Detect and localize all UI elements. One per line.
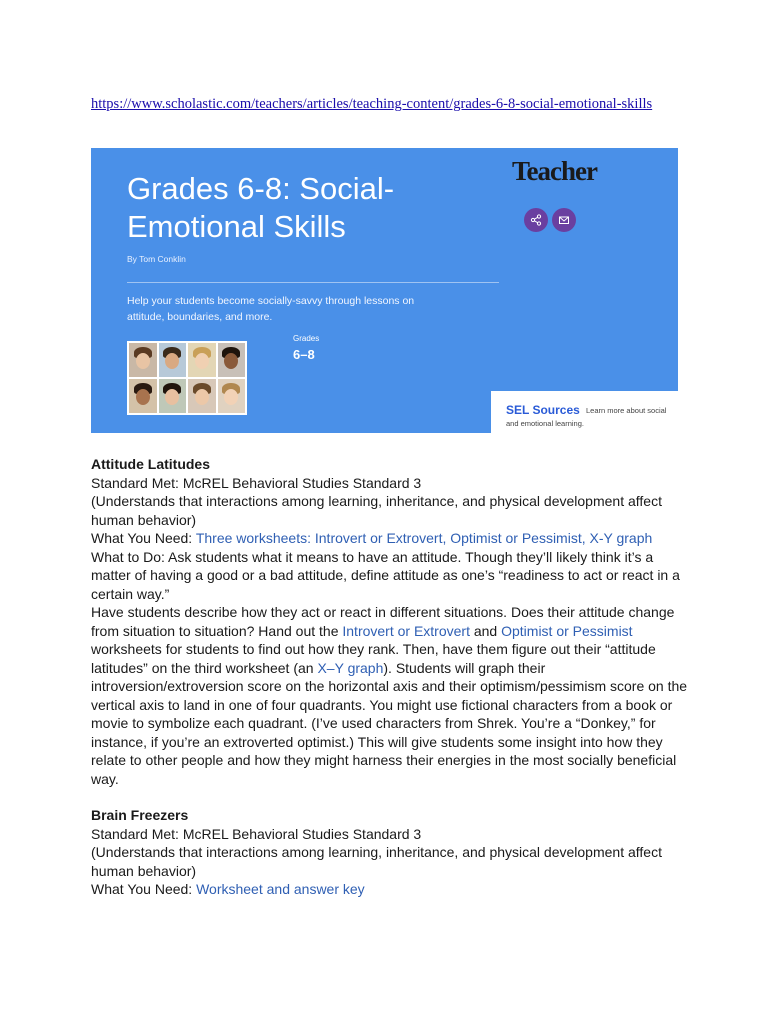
worksheet-answer-key-link[interactable]: Worksheet and answer key bbox=[196, 881, 365, 897]
student-photo bbox=[129, 379, 157, 413]
share-button[interactable] bbox=[524, 208, 548, 232]
student-photo bbox=[218, 343, 246, 377]
student-photo-grid bbox=[127, 341, 247, 415]
understands-text: (Understands that interactions among learning, inheritance, and physical development affect human behavior) bbox=[91, 844, 662, 879]
what-to-do: What to Do: Ask students what it means to have an attitude. Though they’ll likely think it’s a matter of having a good or a bad attitude, define attitude as one’s “readiness to act or react in a certain way.” bbox=[91, 548, 680, 602]
paragraph-text: and bbox=[469, 622, 502, 639]
worksheets-link[interactable]: Three worksheets: Introvert or Extrovert, Optimist or Pessimist, X-Y graph bbox=[195, 530, 653, 546]
standard-text: Standard Met: McREL Behavioral Studies Standard 3 bbox=[91, 825, 422, 842]
student-photo bbox=[129, 343, 157, 377]
paragraph-text: ). Students will graph their introversion/extroversion score on the horizontal axis and their optimism/pessimism score on the vertical axis to land in one of four quadrants. You might use fictional characters from a book or movie to symbolize each quadrant. (I’ve used characters from Shrek. You’re a “Donkey,” for instance, if you’re an extroverted optimist.) This will give students some insight into how they relate to other people and how they might harness their energies in the most socially beneficial way. bbox=[91, 659, 688, 787]
student-photo bbox=[159, 343, 187, 377]
student-photo bbox=[218, 379, 246, 413]
mail-icon bbox=[558, 214, 570, 226]
xy-graph-link[interactable]: X–Y graph bbox=[317, 659, 384, 676]
student-photo bbox=[188, 343, 216, 377]
banner-tagline: Help your students become socially-savvy through lessons on attitude, boundaries, and more. bbox=[127, 295, 415, 323]
paragraph-text: worksheets for students to find out how they rank. Then, have them figure out their “attitude latitudes” on the third worksheet (an bbox=[91, 641, 656, 676]
what-you-need bbox=[91, 529, 691, 548]
grades-label: Grades bbox=[293, 334, 320, 343]
student-photo bbox=[159, 379, 187, 413]
banner-divider bbox=[127, 282, 499, 283]
banner-title: Grades 6-8: Social-Emotional Skills bbox=[127, 171, 395, 244]
article-content bbox=[91, 455, 691, 899]
email-button[interactable] bbox=[552, 208, 576, 232]
section-heading-attitude: Attitude Latitudes bbox=[91, 456, 210, 472]
sel-sources-box[interactable] bbox=[491, 391, 678, 433]
sel-sources-title: SEL Sources bbox=[506, 403, 580, 417]
sel-sources-text: Learn more about social and emotional learning. bbox=[506, 406, 667, 428]
paragraph-text: Have students describe how they act or react in different situations. Does their attitude change from situation to situation? Hand out the bbox=[91, 604, 675, 639]
section-gap bbox=[91, 788, 691, 806]
article-banner bbox=[91, 148, 678, 433]
understands-text: (Understands that interactions among learning, inheritance, and physical development affect human behavior) bbox=[91, 493, 662, 528]
student-photo bbox=[188, 379, 216, 413]
need-label: What You Need: bbox=[91, 530, 196, 546]
teacher-logo: Teacher bbox=[512, 156, 597, 186]
grades-value: 6–8 bbox=[293, 347, 315, 362]
introvert-extrovert-link[interactable]: Introvert or Extrovert bbox=[342, 622, 470, 639]
instructions-paragraph bbox=[91, 603, 691, 788]
banner-byline: By Tom Conklin bbox=[127, 254, 186, 264]
optimist-pessimist-link[interactable]: Optimist or Pessimist bbox=[501, 622, 633, 639]
what-you-need bbox=[91, 880, 691, 899]
share-icon bbox=[530, 214, 542, 226]
standard-text: Standard Met: McREL Behavioral Studies Standard 3 bbox=[91, 474, 422, 491]
section-heading-brain: Brain Freezers bbox=[91, 807, 189, 823]
need-label: What You Need: bbox=[91, 881, 197, 897]
source-url-link[interactable]: https://www.scholastic.com/teachers/articles/teaching-content/grades-6-8-social-emotional-skills bbox=[91, 96, 653, 112]
